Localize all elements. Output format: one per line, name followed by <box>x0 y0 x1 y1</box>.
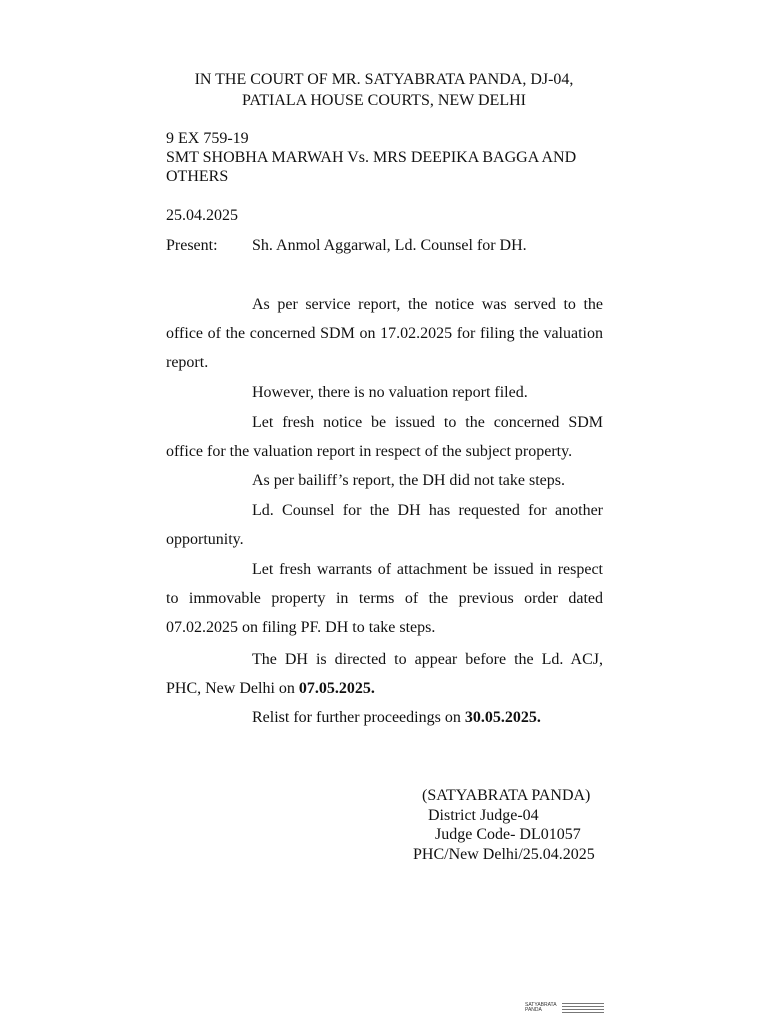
appearance-date: 07.05.2025. <box>298 680 375 697</box>
signatory-name: (SATYABRATA PANDA) <box>422 787 591 804</box>
case-title: SMT SHOBHA MARWAH Vs. MRS DEEPIKA BAGGA AND OTHERS <box>166 149 577 185</box>
present-counsel: Sh. Anmol Aggarwal, Ld. Counsel for DH. <box>252 237 527 254</box>
order-paragraph-warrants: Let fresh warrants of attachment be issued in respect to immovable property in terms of the previous order dated 07.02.2025 on filing PF. DH to take steps. <box>166 561 603 636</box>
order-paragraph-service-report: As per service report, the notice was served to the office of the concerned SDM on 17.02.2025 for filing the valuation report. <box>166 296 603 371</box>
order-paragraph-appearance <box>166 645 603 703</box>
court-header-line-2: PATIALA HOUSE COURTS, NEW DELHI <box>242 92 526 109</box>
judge-code: Judge Code- DL01057 <box>435 826 581 843</box>
case-number: 9 EX 759-19 <box>166 130 249 147</box>
order-date: 25.04.2025 <box>166 207 238 224</box>
order-paragraph-no-report: However, there is no valuation report filed. <box>252 384 528 401</box>
signature-place-date: PHC/New Delhi/25.04.2025 <box>413 846 595 863</box>
digital-stamp-details <box>562 1003 604 1015</box>
court-header-line-1: IN THE COURT OF MR. SATYABRATA PANDA, DJ-04, <box>194 71 574 88</box>
case-details <box>166 129 606 186</box>
signatory-designation: District Judge-04 <box>428 807 539 824</box>
order-paragraph-opportunity: Ld. Counsel for the DH has requested for another opportunity. <box>166 502 603 548</box>
order-paragraph-fresh-notice: Let fresh notice be issued to the concerned SDM office for the valuation report in respect of the subject property. <box>166 414 603 460</box>
order-paragraph-relist <box>166 703 603 732</box>
relist-text: Relist for further proceedings on <box>252 709 465 726</box>
order-paragraph-bailiff-report: As per bailiff’s report, the DH did not take steps. <box>252 472 565 489</box>
appearance-text: The DH is directed to appear before the Ld. ACJ, PHC, New Delhi on <box>166 651 603 697</box>
digital-signature-stamp <box>525 1003 605 1017</box>
court-header <box>0 69 768 111</box>
relist-date: 30.05.2025. <box>464 709 541 726</box>
present-label: Present: <box>166 237 218 254</box>
digital-stamp-name: SATYABRATA PANDA <box>525 1002 557 1013</box>
